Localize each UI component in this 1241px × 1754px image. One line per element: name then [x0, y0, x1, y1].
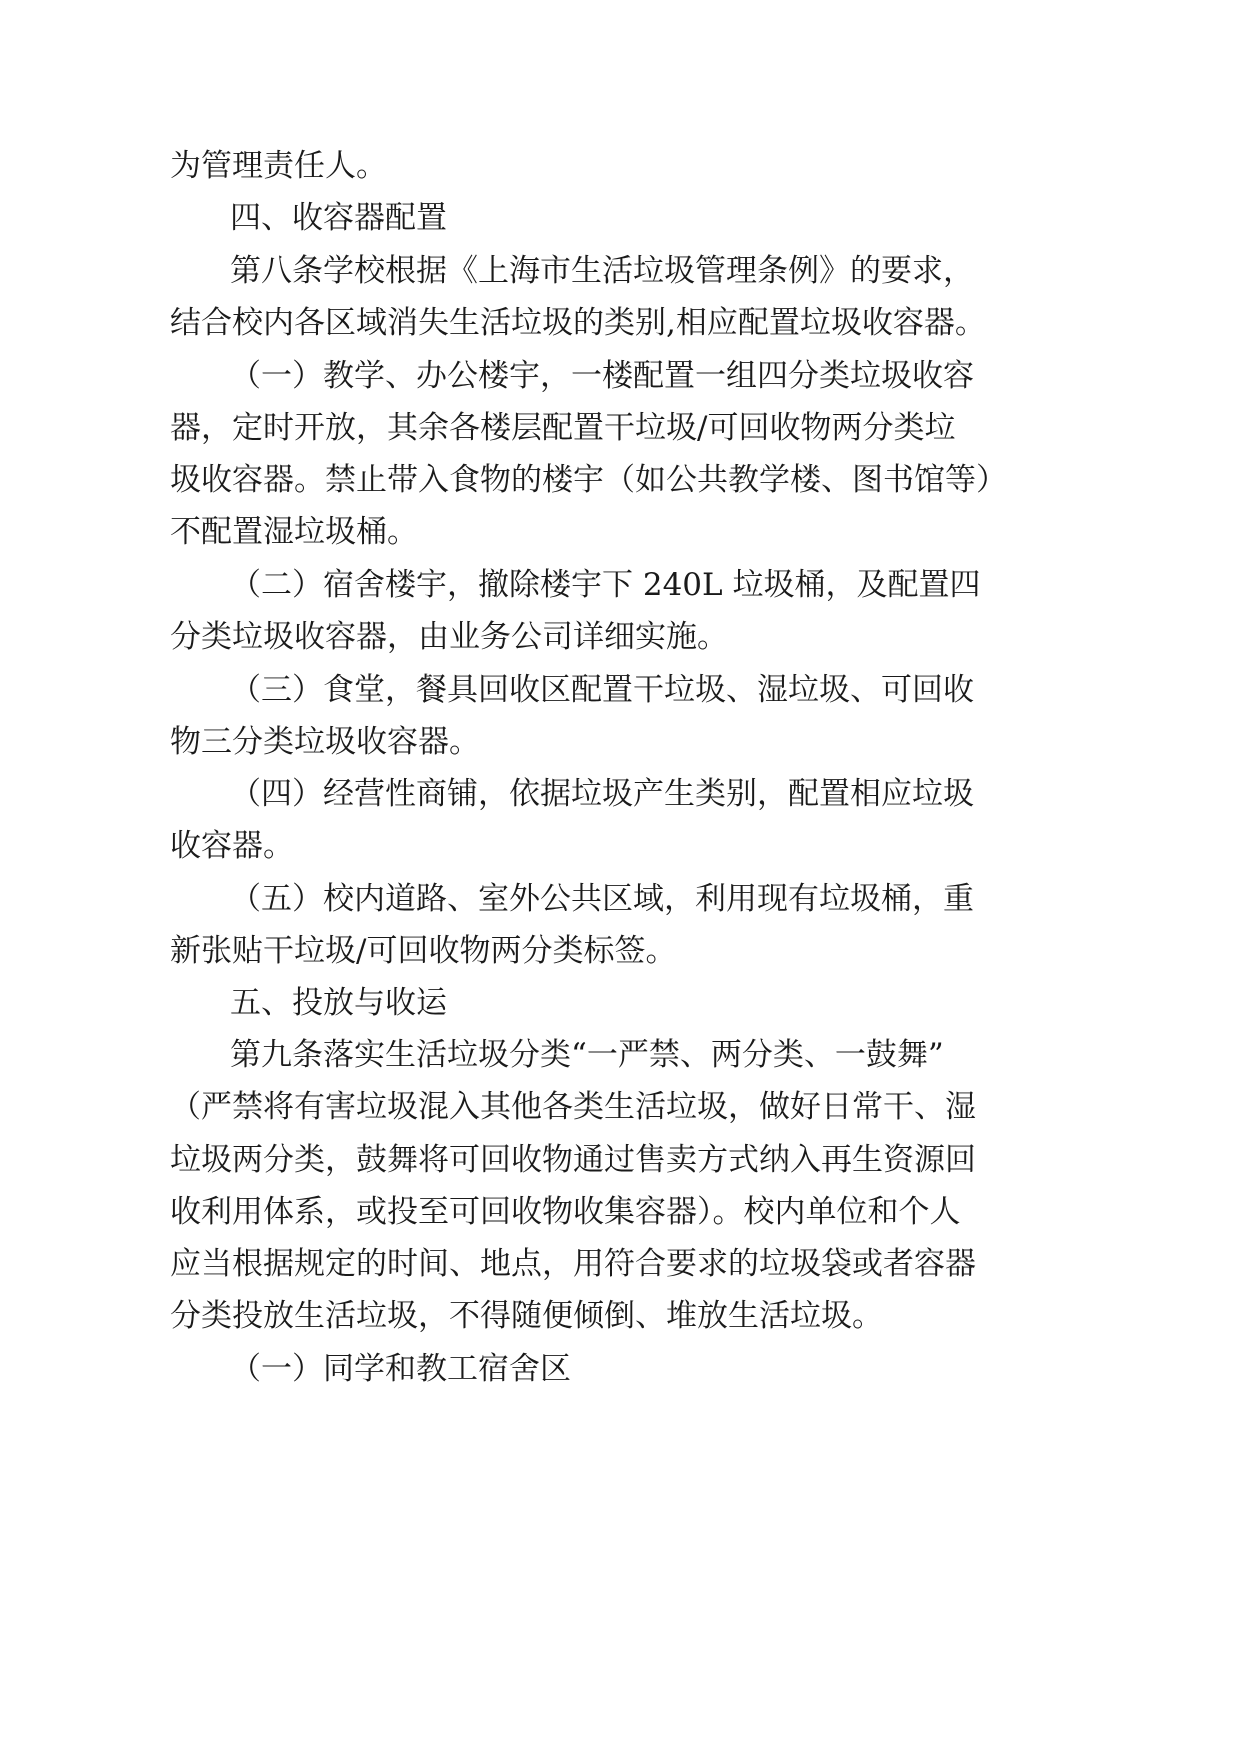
text-line [0, 617, 1241, 657]
text-line [0, 931, 1241, 971]
text-line [0, 1244, 1241, 1284]
line-text: 器，定时开放，其余各楼层配置干垃圾/可回收物两分类垃 [170, 410, 956, 446]
text-line [0, 512, 1241, 552]
line-text: 垃圾两分类，鼓舞将可回收物通过售卖方式纳入再生资源回 [170, 1142, 976, 1178]
line-text: 四、收容器配置 [230, 200, 447, 236]
line-text: 收容器。 [170, 828, 294, 864]
line-text: 结合校内各区域消失生活垃圾的类别,相应配置垃圾收容器。 [170, 305, 986, 341]
line-text: 不配置湿垃圾桶。 [170, 514, 418, 550]
text-line [0, 408, 1241, 448]
text-line [0, 1035, 1241, 1075]
text-line [0, 774, 1241, 814]
text-line [0, 460, 1241, 500]
text-line [0, 826, 1241, 866]
text-line [0, 303, 1241, 343]
text-line [0, 146, 1241, 186]
line-text: 分类垃圾收容器，由业务公司详细实施。 [170, 619, 728, 655]
line-text: （五）校内道路、室外公共区域，利用现有垃圾桶，重 [230, 881, 974, 917]
line-text: 分类投放生活垃圾，不得随便倾倒、堆放生活垃圾。 [170, 1298, 883, 1334]
line-text: （二）宿舍楼宇，撤除楼宇下 240L 垃圾桶，及配置四 [230, 567, 981, 603]
text-line [0, 198, 1241, 238]
line-text: 应当根据规定的时间、地点，用符合要求的垃圾袋或者容器 [170, 1246, 976, 1282]
text-line [0, 983, 1241, 1023]
text-line [0, 879, 1241, 919]
text-line [0, 1192, 1241, 1232]
text-line [0, 722, 1241, 762]
line-text: 圾收容器。禁止带入食物的楼宇（如公共教学楼、图书馆等） [170, 462, 1007, 498]
line-text: 五、投放与收运 [230, 985, 447, 1021]
text-line [0, 1087, 1241, 1127]
text-line [0, 670, 1241, 710]
text-line [0, 1140, 1241, 1180]
text-line [0, 1296, 1241, 1336]
line-text: 第九条落实生活垃圾分类“一严禁、两分类、一鼓舞” [230, 1037, 944, 1073]
line-text: （四）经营性商铺，依据垃圾产生类别，配置相应垃圾 [230, 776, 974, 812]
line-text: （三）食堂，餐具回收区配置干垃圾、湿垃圾、可回收 [230, 672, 974, 708]
line-text: 为管理责任人。 [170, 148, 387, 184]
line-text: 新张贴干垃圾/可回收物两分类标签。 [170, 933, 677, 969]
line-text: 收利用体系，或投至可回收物收集容器）。校内单位和个人 [170, 1194, 961, 1230]
text-line [0, 1349, 1241, 1389]
line-text: （一）同学和教工宿舍区 [230, 1351, 571, 1387]
text-line [0, 565, 1241, 605]
line-text: （严禁将有害垃圾混入其他各类生活垃圾，做好日常干、湿 [170, 1089, 976, 1125]
line-text: 物三分类垃圾收容器。 [170, 724, 480, 760]
text-line [0, 356, 1241, 396]
line-text: 第八条学校根据《上海市生活垃圾管理条例》的要求， [230, 253, 974, 289]
text-line [0, 251, 1241, 291]
line-text: （一）教学、办公楼宇，一楼配置一组四分类垃圾收容 [230, 358, 974, 394]
